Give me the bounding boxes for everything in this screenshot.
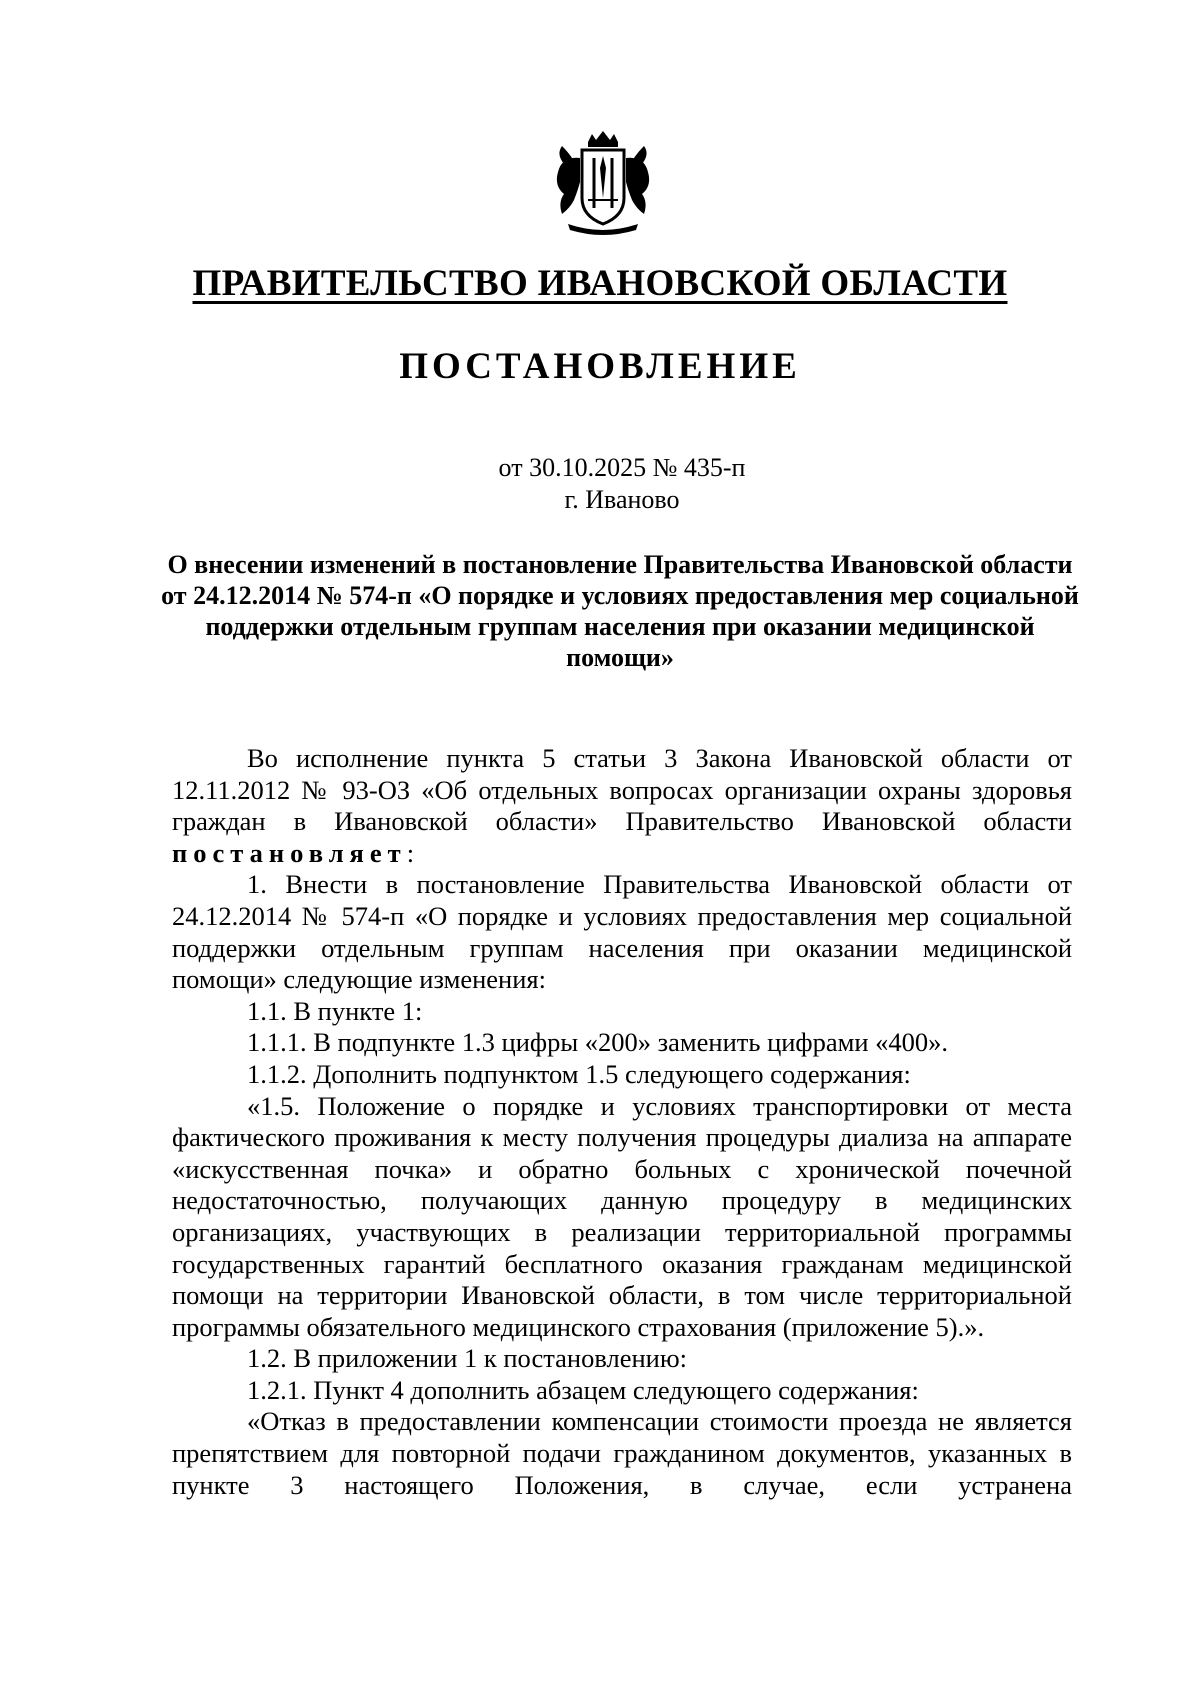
paragraph-1-1: 1.1. В пункте 1: xyxy=(247,995,423,1026)
paragraph-1-1-1: 1.1.1. В подпункте 1.3 цифры «200» заменить цифрами «400». xyxy=(247,1027,949,1058)
document-body xyxy=(172,743,1072,1501)
date-number: от 30.10.2025 № 435-п xyxy=(498,453,746,482)
preamble-keyword: постановляет xyxy=(172,837,407,868)
paragraph-1-1-2: 1.1.2. Дополнить подпунктом 1.5 следующего содержания: xyxy=(247,1058,911,1089)
paragraph-1: 1. Внести в постановление Правительства Ивановской области от 24.12.2014 № 574-п «О порядке и условиях предоставления мер социальной поддержки отдельным группам населения при оказании медицинской помощи» следующие изменения: xyxy=(172,869,1072,995)
document-subject: О внесении изменений в постановление Правительства Ивановской области от 24.12.2014 № 574-п «О порядке и условиях предоставления мер социальной поддержки отдельным группам населения при оказании медицинской помощи» xyxy=(161,550,1079,672)
organization-title: ПРАВИТЕЛЬСТВО ИВАНОВСКОЙ ОБЛАСТИ xyxy=(192,263,1008,304)
paragraph-1-2: 1.2. В приложении 1 к постановлению: xyxy=(247,1343,687,1374)
coat-of-arms-icon xyxy=(548,128,658,238)
document-type: ПОСТАНОВЛЕНИЕ xyxy=(399,346,801,387)
preamble-text: Во исполнение пункта 5 статьи 3 Закона Ивановской области от 12.11.2012 № 93-ОЗ «Об отдельных вопросах организации охраны здоровья граждан в Ивановской области» Правительство Ивановской области xyxy=(172,743,1072,837)
preamble-end: : xyxy=(406,837,415,868)
paragraph-1-2-1: 1.2.1. Пункт 4 дополнить абзацем следующего содержания: xyxy=(247,1374,919,1405)
city: г. Иваново xyxy=(564,485,680,514)
preamble xyxy=(172,743,1072,869)
document-meta xyxy=(0,452,1200,516)
paragraph-quote-refusal: «Отказ в предоставлении компенсации стоимости проезда не является препятствием для повторной подачи гражданином документов, указанных в пункте 3 настоящего Положения, в случае, если устранена xyxy=(172,1406,1072,1500)
paragraph-quote-1-5: «1.5. Положение о порядке и условиях транспортировки от места фактического проживания к месту получения процедуры диализа на аппарате «искусственная почка» и обратно больных с хронической почечной недостаточностью, получающих данную процедуру в медицинских организациях, участвующих в реализации территориальной программы государственных гарантий бесплатного оказания гражданам медицинской помощи на территории Ивановской области, в том числе территориальной программы обязательного медицинского страхования (приложение 5).». xyxy=(172,1090,1072,1342)
